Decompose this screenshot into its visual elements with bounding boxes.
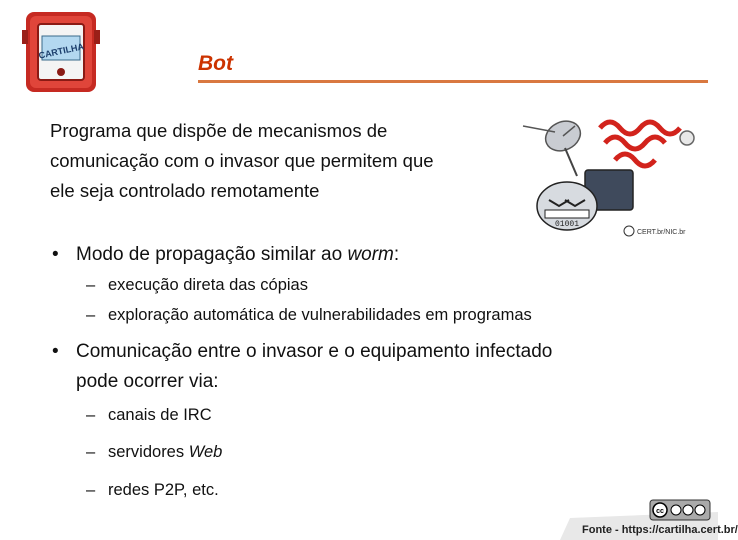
slide-title: Bot xyxy=(198,52,233,75)
intro-line: comunicação com o invasor que permitem que xyxy=(50,150,434,171)
cartilha-logo xyxy=(20,10,102,94)
bullet-text: Comunicação entre o invasor e o equipamento infectado pode ocorrer via: xyxy=(76,341,553,392)
satellite-dish-icon xyxy=(523,116,585,176)
bot-illustration xyxy=(515,108,710,243)
intro-paragraph xyxy=(50,116,550,206)
cable-icon xyxy=(600,122,680,166)
bullet-dot: • xyxy=(52,341,59,362)
title-underline xyxy=(198,80,708,83)
bullet-dot: • xyxy=(52,244,59,265)
creative-commons-icon xyxy=(650,500,710,520)
logo-text: CARTILHA xyxy=(37,41,85,61)
intro-line: ele seja controlado remotamente xyxy=(50,180,320,201)
footer-source: Fonte - https://cartilha.cert.br/ xyxy=(582,524,738,536)
image-credit: CERT.br/NIC.br xyxy=(637,229,686,236)
svg-text:01001: 01001 xyxy=(554,220,580,229)
bullet-text: Modo de propagação similar ao worm: xyxy=(76,244,400,265)
intro-line: Programa que dispõe de mecanismos de xyxy=(50,120,388,141)
robot-icon xyxy=(537,170,633,230)
svg-text:cc: cc xyxy=(656,508,664,515)
